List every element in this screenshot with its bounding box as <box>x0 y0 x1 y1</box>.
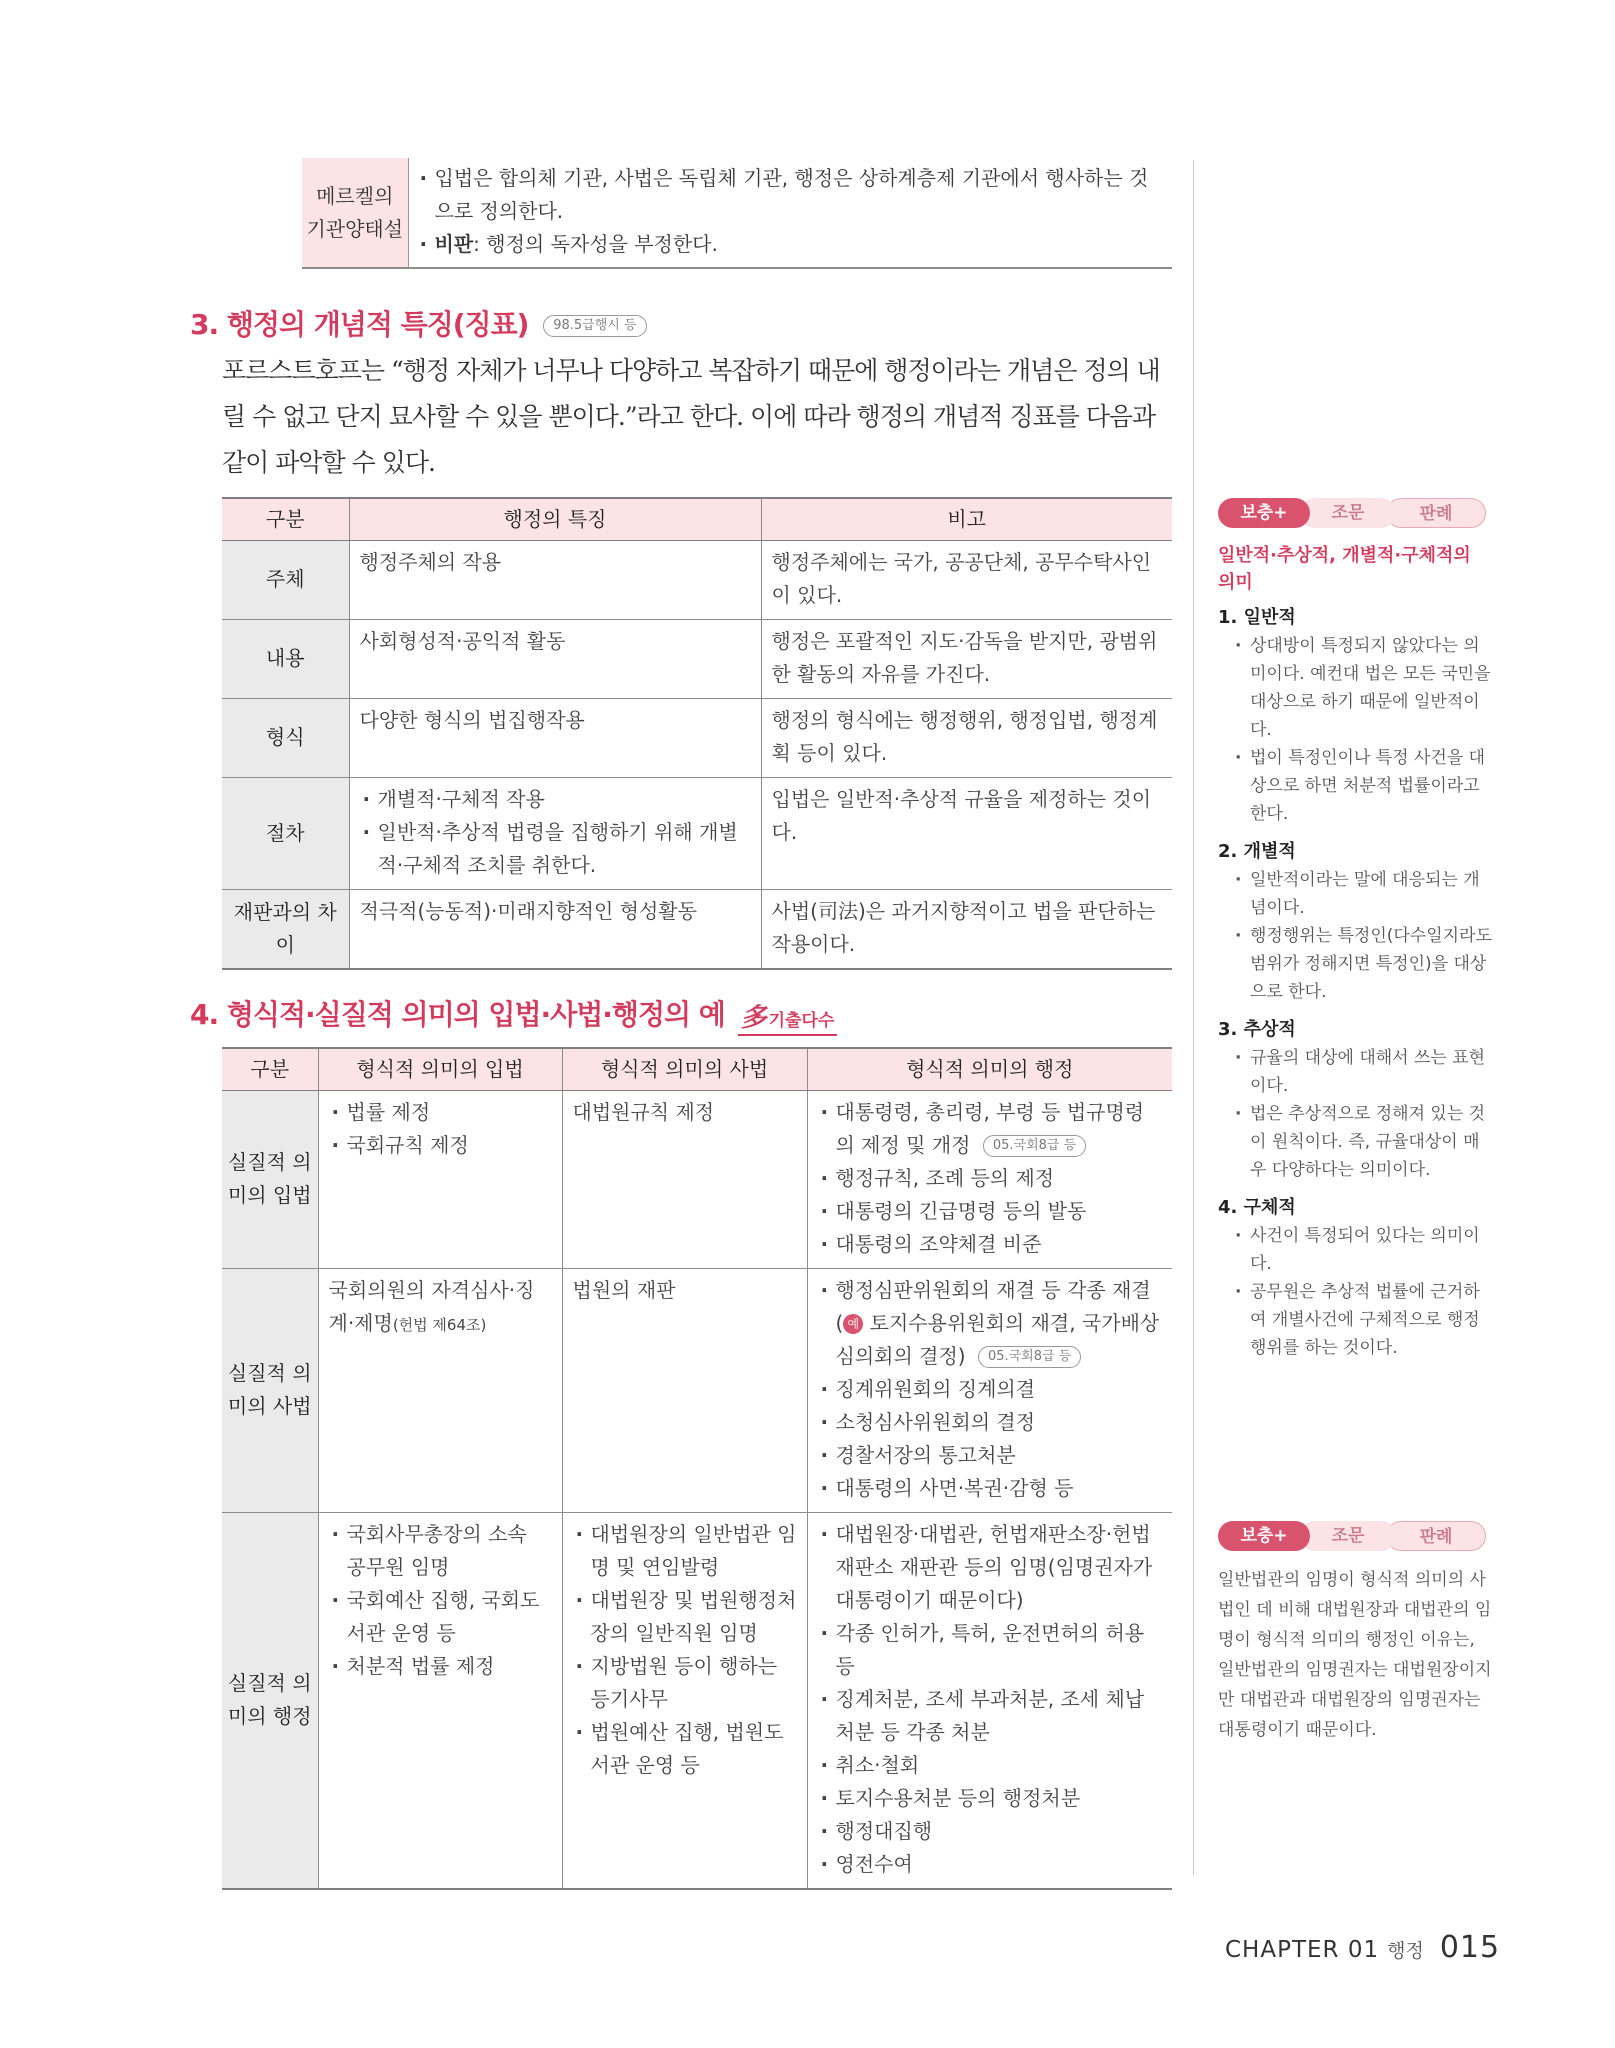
row-label: 형식 <box>222 698 349 777</box>
list-item: · 대통령의 조약체결 비준 <box>818 1228 1163 1261</box>
note-item: · 일반적이라는 말에 대응되는 개념이다. <box>1218 866 1493 922</box>
legislation-cell <box>318 1090 562 1268</box>
exam-tag: 05.국회8급 등 <box>983 1135 1086 1157</box>
list-item: 법원의 재판 <box>572 1277 676 1302</box>
note-item: · 사건이 특정되어 있다는 의미이다. <box>1218 1222 1493 1278</box>
tab-articles[interactable]: 조문 <box>1300 1521 1396 1551</box>
section3-title-text: 3. 행정의 개념적 특징(징표) <box>190 308 529 341</box>
list-item: · 징계위원회의 징계의결 <box>818 1373 1163 1406</box>
list-item: · 경찰서장의 통고처분 <box>818 1439 1163 1472</box>
list-item: · 처분적 법률 제정 <box>329 1650 552 1683</box>
administration-cell <box>807 1268 1172 1512</box>
merkel-bullet: · 입법은 합의체 기관, 사법은 독립체 기관, 행정은 상하계층제 기관에서 행사하는 것으로 정의한다. <box>417 162 1165 228</box>
table-row <box>222 889 1172 969</box>
list-item: · 법원예산 집행, 법원도서관 운영 등 <box>573 1716 797 1782</box>
critique-label: 비판 <box>434 232 474 256</box>
row-label: 주체 <box>222 540 349 619</box>
list-item: · 대법원장·대법관, 헌법재판소장·헌법재판소 재판관 등의 임명(임명권자가 대통령이기 때문이다) <box>818 1518 1163 1617</box>
column-header: 형식적 의미의 사법 <box>562 1048 807 1090</box>
row-label: 실질적 의미의 행정 <box>222 1512 318 1889</box>
note-item: · 공무원은 추상적 법률에 근거하여 개별사건에 구체적으로 행정행위를 하는 것이다. <box>1218 1278 1493 1362</box>
column-header: 구분 <box>222 1048 318 1090</box>
list-item: · 국회예산 집행, 국회도서관 운영 등 <box>329 1584 552 1650</box>
sidebar-note-judge-appointment: 일반법관의 임명이 형식적 의미의 사법인 데 비해 대법원장과 대법관의 임명이 형식적 의미의 행정인 이유는, 일반법관의 임명권자는 대법원장이지만 대법관과 대법원장의 임명권자는 대통령이기 때문이다. <box>1218 1570 1492 1740</box>
column-header: 형식적 의미의 행정 <box>807 1048 1172 1090</box>
note-item: · 행정행위는 특정인(다수일지라도 범위가 정해지면 특정인)을 대상으로 한다. <box>1218 922 1493 1006</box>
note-item: · 상대방이 특정되지 않았다는 의미이다. 예컨대 법은 모든 국민을 대상으로 하기 때문에 일반적이다. <box>1218 632 1493 744</box>
list-item: · 취소·철회 <box>818 1749 1163 1782</box>
judiciary-cell <box>562 1090 807 1268</box>
row-label: 절차 <box>222 777 349 889</box>
list-item: · 대법원장의 일반법관 임명 및 연임발령 <box>573 1518 797 1584</box>
merkel-critique: · 비판: 행정의 독자성을 부정한다. <box>417 228 1165 261</box>
feature-cell <box>349 777 761 889</box>
note-group <box>1218 604 1493 828</box>
exam-tag: 05.국회8급 등 <box>978 1346 1081 1368</box>
list-item: · 국회사무총장의 소속 공무원 임명 <box>329 1518 552 1584</box>
list-item: · 대통령의 긴급명령 등의 발동 <box>818 1195 1163 1228</box>
table-row <box>222 540 1172 619</box>
row-label: 실질적 의미의 입법 <box>222 1090 318 1268</box>
section3-intro: 포르스트호프는 “행정 자체가 너무나 다양하고 복잡하기 때문에 행정이라는 개념은 정의 내릴 수 없고 단지 묘사할 수 있을 뿐이다.”라고 한다. 이에 따라 행정의 개념적 징표를 다음과 같이 파악할 수 있다. <box>222 356 1160 477</box>
judiciary-cell <box>562 1268 807 1512</box>
list-item <box>329 1274 552 1342</box>
critique-text: 행정의 독자성을 부정한다. <box>486 232 718 256</box>
administration-cell <box>807 1090 1172 1268</box>
feature-cell: 적극적(능동적)·미래지향적인 형성활동 <box>349 889 761 969</box>
frequent-exam-tag <box>738 997 838 1036</box>
table-row <box>222 1090 1172 1268</box>
exam-tag: 98.5급행시 등 <box>543 315 646 337</box>
note-title: 일반적·추상적, 개별적·구체적의 의미 <box>1218 545 1471 593</box>
list-item: · 토지수용처분 등의 행정처분 <box>818 1782 1163 1815</box>
column-header: 구분 <box>222 498 349 540</box>
merkel-body <box>408 158 1172 268</box>
legislation-cell <box>318 1512 562 1889</box>
table-header-row <box>222 1048 1172 1090</box>
note-cell: 사법(司法)은 과거지향적이고 법을 판단하는 작용이다. <box>761 889 1172 969</box>
note-cell: 행정주체에는 국가, 공공단체, 공무수탁사인이 있다. <box>761 540 1172 619</box>
list-item: · 영전수여 <box>818 1848 1163 1881</box>
section3-title <box>190 303 647 343</box>
list-item: · 대통령의 사면·복권·감형 등 <box>818 1472 1163 1505</box>
tab-cases[interactable]: 판례 <box>1386 498 1486 528</box>
table-header-row <box>222 498 1172 540</box>
row-label: 내용 <box>222 619 349 698</box>
list-item: · 행정심판위원회의 재결 등 각종 재결 ( 예 토지수용위원회의 재결, 국가배상심의회의 결정) 05.국회8급 등 <box>818 1274 1163 1373</box>
list-item: · 소청심사위원회의 결정 <box>818 1406 1163 1439</box>
note-heading: 1. 일반적 <box>1218 607 1296 628</box>
sidebar-tabs-2 <box>1218 1521 1486 1553</box>
tab-supplement[interactable]: 보충+ <box>1218 1521 1310 1551</box>
note-item: · 법이 특정인이나 특정 사건을 대상으로 하면 처분적 법률이라고 한다. <box>1218 744 1493 828</box>
note-item: · 규율의 대상에 대해서 쓰는 표현이다. <box>1218 1044 1493 1100</box>
table-row <box>222 1512 1172 1889</box>
row-label: 재판과의 차이 <box>222 889 349 969</box>
chapter-title: 행정 <box>1387 1940 1424 1962</box>
tab-articles[interactable]: 조문 <box>1300 498 1396 528</box>
note-group <box>1218 838 1493 1006</box>
example-icon: 예 <box>843 1314 863 1334</box>
administration-cell <box>807 1512 1172 1889</box>
tab-cases[interactable]: 판례 <box>1386 1521 1486 1551</box>
list-item: · 국회규칙 제정 <box>329 1129 552 1162</box>
law-reference: (헌법 제64조) <box>392 1315 487 1334</box>
column-header: 비고 <box>761 498 1172 540</box>
table-row <box>302 158 1172 268</box>
table-row <box>222 619 1172 698</box>
table-row <box>222 777 1172 889</box>
feature-bullet: · 일반적·추상적 법령을 집행하기 위해 개별적·구체적 조치를 취한다. <box>360 816 751 882</box>
sidebar-note-definitions <box>1218 542 1493 1372</box>
note-heading: 4. 구체적 <box>1218 1197 1296 1218</box>
list-item-text: 대통령령, 총리령, 부령 등 법규명령의 제정 및 개정 <box>835 1099 1145 1157</box>
note-group <box>1218 1016 1493 1184</box>
column-header: 행정의 특징 <box>349 498 761 540</box>
list-item: · 행정대집행 <box>818 1815 1163 1848</box>
list-item-text: 국회의원의 자격심사·징계·제명 <box>328 1277 535 1335</box>
list-item-text: 행정심판위원회의 재결 등 각종 재결 <box>835 1277 1151 1302</box>
examples-table <box>222 1047 1172 1890</box>
note-cell: 입법은 일반적·추상적 규율을 제정하는 것이다. <box>761 777 1172 889</box>
column-header: 형식적 의미의 입법 <box>318 1048 562 1090</box>
feature-cell: 사회형성적·공익적 활동 <box>349 619 761 698</box>
list-item: · 지방법원 등이 행하는 등기사무 <box>573 1650 797 1716</box>
table-row <box>222 698 1172 777</box>
note-heading: 2. 개별적 <box>1218 841 1296 862</box>
page-number: 015 <box>1439 1930 1501 1965</box>
row-label: 실질적 의미의 사법 <box>222 1268 318 1512</box>
note-group <box>1218 1194 1493 1362</box>
judiciary-cell <box>562 1512 807 1889</box>
list-item: · 징계처분, 조세 부과처분, 조세 체납처분 등 각종 처분 <box>818 1683 1163 1749</box>
sidebar-tabs-1 <box>1218 498 1486 530</box>
list-item: · 각종 인허가, 특허, 운전면허의 허용 등 <box>818 1617 1163 1683</box>
many-icon: 多 <box>740 1002 767 1033</box>
feature-cell: 다양한 형식의 법집행작용 <box>349 698 761 777</box>
list-item <box>818 1096 1163 1162</box>
merkel-head: 메르켈의 기관양태설 <box>302 158 408 268</box>
legislation-cell <box>318 1268 562 1512</box>
column-divider <box>1193 160 1194 1875</box>
list-item: · 법률 제정 <box>329 1096 552 1129</box>
tab-supplement[interactable]: 보충+ <box>1218 498 1310 528</box>
feature-bullet: · 개별적·구체적 작용 <box>360 783 751 816</box>
merkel-table <box>302 158 1172 269</box>
list-item: · 대법원장 및 법원행정처장의 일반직원 임명 <box>573 1584 797 1650</box>
characteristics-table <box>222 497 1172 970</box>
list-item: · 행정규칙, 조례 등의 제정 <box>818 1162 1163 1195</box>
table-row <box>222 1268 1172 1512</box>
chapter-label: CHAPTER 01 <box>1225 1937 1380 1963</box>
note-item: · 법은 추상적으로 정해져 있는 것이 원칙이다. 즉, 규율대상이 매우 다양하다는 의미이다. <box>1218 1100 1493 1184</box>
feature-cell: 행정주체의 작용 <box>349 540 761 619</box>
note-cell: 행정의 형식에는 행정행위, 행정입법, 행정계획 등이 있다. <box>761 698 1172 777</box>
section4-title <box>190 993 837 1036</box>
frequent-exam-label: 기출다수 <box>768 1010 835 1031</box>
example-text: 토지수용위원회의 재결, 국가배상심의회의 결정) <box>835 1310 1160 1368</box>
section4-title-text: 4. 형식적·실질적 의미의 입법·사법·행정의 예 <box>190 998 725 1031</box>
note-cell: 행정은 포괄적인 지도·감독을 받지만, 광범위한 활동의 자유를 가진다. <box>761 619 1172 698</box>
list-item: 대법원규칙 제정 <box>572 1099 715 1124</box>
page-footer <box>1225 1930 1501 1965</box>
note-heading: 3. 추상적 <box>1218 1019 1296 1040</box>
